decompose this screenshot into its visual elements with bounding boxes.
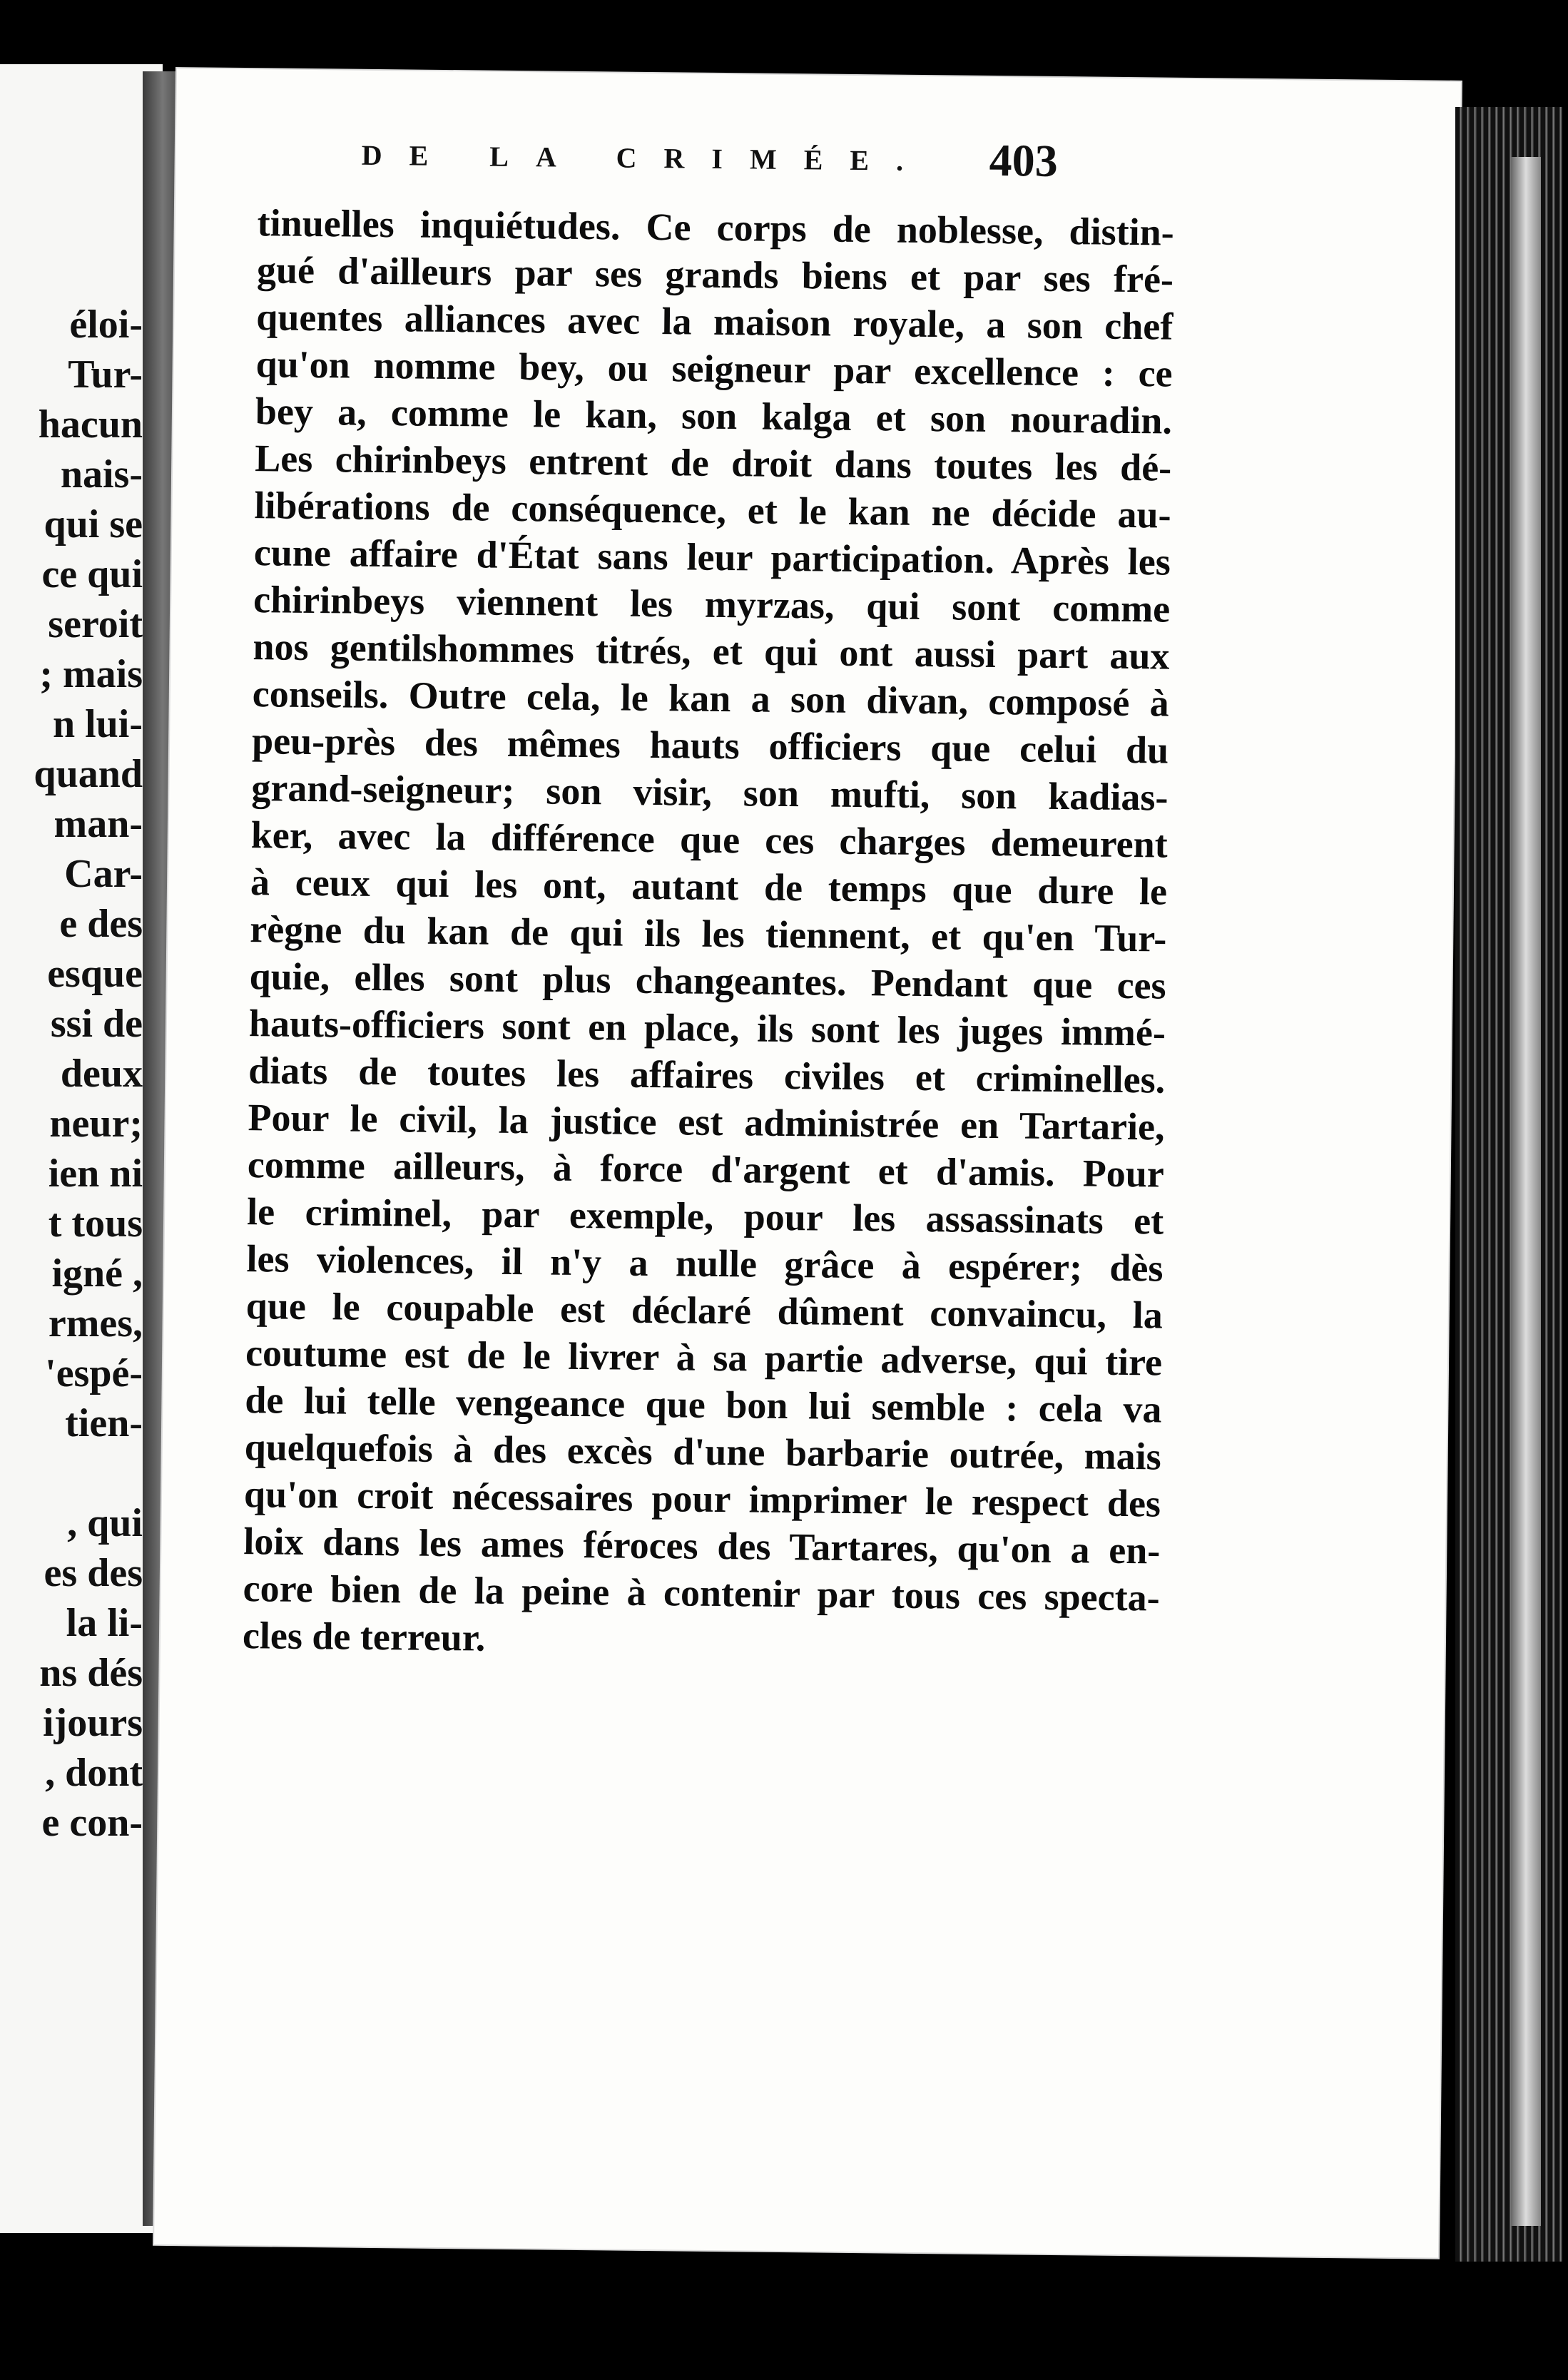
body-line: le criminel, par exemple, pour les assassinats et — [246, 1190, 1164, 1243]
left-page-line: ijours — [43, 1701, 143, 1745]
left-page-line: ce qui — [41, 552, 143, 596]
running-head: DE LA CRIMÉE. — [361, 138, 931, 178]
body-line: les violences, il n'y a nulle grâce à espérer; dès — [246, 1237, 1164, 1290]
body-line: peu-près des mêmes hauts officiers que celui du — [251, 719, 1169, 772]
body-line: nos gentilshommes titrés, et qui ont aussi part aux — [253, 625, 1170, 678]
body-line: à ceux qui les ont, autant de temps que dure le — [250, 860, 1168, 913]
body-line: qu'on nomme bey, ou seigneur par excellence : ce — [255, 342, 1173, 395]
left-page-line: n lui- — [52, 702, 143, 746]
page-header — [177, 68, 1104, 186]
body-line: tinuelles inquiétudes. Ce corps de noblesse, distin- — [257, 201, 1174, 254]
body-line: Les chirinbeys entrent de droit dans toutes les dé- — [254, 437, 1172, 489]
body-line: libérations de conséquence, et le kan ne décide au- — [254, 484, 1171, 536]
body-line: Pour le civil, la justice est administrée en Tartarie, — [248, 1096, 1165, 1149]
left-page-line: , dont — [45, 1751, 143, 1795]
body-line: loix dans les ames féroces des Tartares, qu'on a en- — [243, 1520, 1161, 1572]
left-page-line: , qui — [67, 1501, 143, 1545]
body-line: qu'on croit nécessaires pour imprimer le respect des — [243, 1473, 1161, 1525]
body-line: cune affaire d'État sans leur participation. Après les — [253, 531, 1171, 584]
left-page-line: nais- — [60, 452, 143, 497]
left-page-line: deux — [60, 1052, 143, 1096]
left-page-line: rmes, — [48, 1301, 143, 1346]
left-page-line: quand — [34, 752, 143, 796]
body-line: ker, avec la différence que ces charges demeurent — [250, 813, 1169, 866]
page-edge-highlight — [1511, 157, 1541, 2226]
body-line: que le coupable est déclaré dûment convaincu, la — [245, 1284, 1164, 1337]
left-page-line: qui se — [44, 502, 143, 546]
body-text — [243, 199, 1174, 1668]
left-page-line: ns dés — [39, 1651, 143, 1695]
body-line: chirinbeys viennent les myrzas, qui sont comme — [253, 578, 1171, 631]
left-page-line: neur; — [49, 1102, 143, 1146]
left-page-line: igné , — [51, 1251, 143, 1296]
left-page-line: ; mais — [39, 652, 143, 696]
left-page-line: esque — [47, 952, 143, 996]
left-page-line: ien ni — [48, 1151, 143, 1196]
left-page-line: éloi- — [69, 302, 143, 347]
left-page-line: 'espé- — [45, 1351, 143, 1395]
body-line: gué d'ailleurs par ses grands biens et par ses fré- — [256, 248, 1174, 301]
left-facing-page — [0, 64, 163, 2233]
body-line: conseils. Outre cela, le kan a son divan, composé à — [252, 672, 1170, 725]
left-page-line: e con- — [41, 1801, 143, 1845]
body-line: diats de toutes les affaires civiles et criminelles. — [248, 1049, 1166, 1102]
left-page-line: hacun — [38, 402, 143, 447]
left-page-line: t tous — [48, 1201, 143, 1246]
left-page-text — [0, 300, 143, 1848]
left-page-line: tien- — [65, 1401, 143, 1445]
body-line: comme ailleurs, à force d'argent et d'amis. Pour — [247, 1143, 1165, 1196]
body-line: core bien de la peine à contenir par tous ces specta- — [243, 1567, 1160, 1619]
body-line: quie, elles sont plus changeantes. Pendant que ces — [249, 955, 1166, 1007]
body-line: quentes alliances avec la maison royale, a son chef — [256, 295, 1174, 348]
page-number: 403 — [989, 134, 1059, 186]
body-line: bey a, comme le kan, son kalga et son nouradin. — [255, 390, 1173, 442]
left-page-line: la li- — [66, 1601, 143, 1645]
page-edges — [1455, 107, 1562, 2262]
body-line: grand-seigneur; son visir, son mufti, son kadias- — [251, 766, 1169, 819]
body-line: coutume est de le livrer à sa partie adverse, qui tire — [245, 1331, 1163, 1384]
body-line: quelquefois à des excès d'une barbarie outrée, mais — [244, 1425, 1162, 1478]
left-page-line: ssi de — [50, 1002, 143, 1046]
body-line: cles de terreur. — [242, 1614, 486, 1659]
left-page-line: es des — [44, 1551, 143, 1595]
left-page-line: Car- — [64, 852, 143, 896]
left-page-line: seroit — [48, 602, 143, 646]
body-line: règne du kan de qui ils les tiennent, et qu'en Tur- — [250, 907, 1167, 960]
main-page — [154, 68, 1461, 2258]
body-line: hauts-officiers sont en place, ils sont les juges immé- — [248, 1002, 1166, 1054]
left-page-line — [0, 1448, 143, 1498]
left-page-line: Tur- — [68, 352, 143, 397]
body-line: de lui telle vengeance que bon lui semble : cela va — [245, 1378, 1162, 1431]
left-page-line: e des — [59, 902, 143, 946]
left-page-line: man- — [54, 802, 143, 846]
